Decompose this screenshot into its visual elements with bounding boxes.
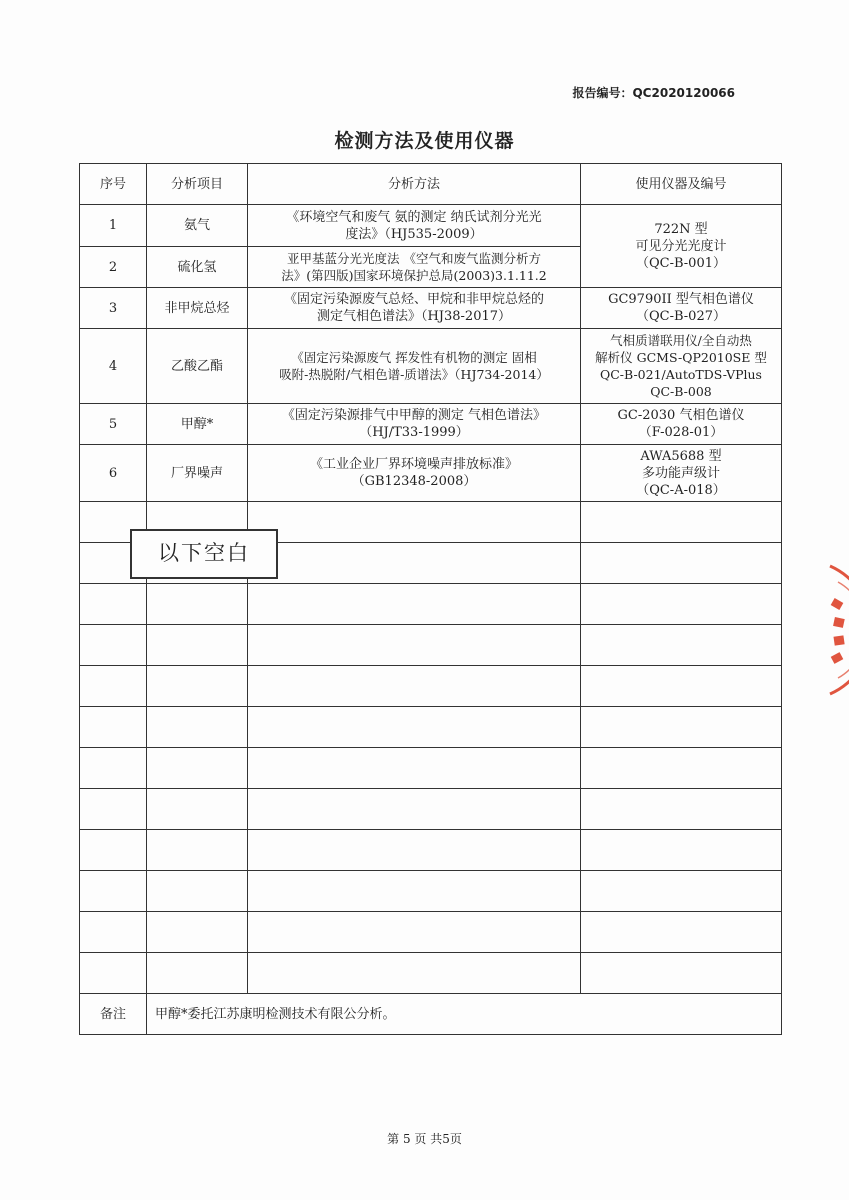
row-method: 《固定污染源排气中甲醇的测定 气相色谱法》 （HJ/T33-1999） (248, 404, 581, 445)
header-instrument: 使用仪器及编号 (581, 164, 782, 205)
remark-row (80, 994, 782, 1035)
row-item: 硫化氢 (147, 247, 248, 288)
row-item: 氨气 (147, 205, 248, 247)
row-instrument: 722N 型 可见分光光度计 （QC-B-001） (581, 205, 782, 288)
row-method: 《环境空气和废气 氨的测定 纳氏试剂分光光 度法》（HJ535-2009） (248, 205, 581, 247)
row-no: 5 (80, 404, 147, 445)
table-row (80, 205, 782, 247)
row-method: 《固定污染源废气总烃、甲烷和非甲烷总烃的 测定气相色谱法》（HJ38-2017） (248, 288, 581, 329)
remark-text: 甲醇*委托江苏康明检测技术有限公分析。 (147, 994, 782, 1035)
row-no: 2 (80, 247, 147, 288)
header-item: 分析项目 (147, 164, 248, 205)
row-no: 1 (80, 205, 147, 247)
blank-row (80, 789, 782, 830)
page-title: 检测方法及使用仪器 (334, 130, 515, 152)
remark-label: 备注 (80, 994, 147, 1035)
row-item: 非甲烷总烃 (147, 288, 248, 329)
methods-table (79, 163, 782, 1035)
row-no: 3 (80, 288, 147, 329)
row-item: 厂界噪声 (147, 445, 248, 502)
blank-row (80, 666, 782, 707)
blank-row (80, 912, 782, 953)
header-method: 分析方法 (248, 164, 581, 205)
row-no: 6 (80, 445, 147, 502)
blank-row (80, 748, 782, 789)
blank-row (80, 707, 782, 748)
table-row (80, 288, 782, 329)
table-row (80, 445, 782, 502)
blank-row (80, 830, 782, 871)
row-item: 甲醇* (147, 404, 248, 445)
seal-icon (818, 560, 849, 700)
table-row (80, 404, 782, 445)
report-number: 报告编号：QC2020120066 (572, 86, 735, 100)
row-instrument: AWA5688 型 多功能声级计 （QC-A-018） (581, 445, 782, 502)
page-footer: 第 5 页 共5页 (387, 1132, 462, 1146)
row-instrument: GC9790II 型气相色谱仪 （QC-B-027） (581, 288, 782, 329)
blank-row (80, 625, 782, 666)
row-method: 亚甲基蓝分光光度法 《空气和废气监测分析方 法》(第四版)国家环境保护总局(2003)3.1.11.2 (248, 247, 581, 288)
row-instrument: 气相质谱联用仪/全自动热 解析仪 GCMS-QP2010SE 型 QC-B-021/AutoTDS-VPlus QC-B-008 (581, 329, 782, 404)
row-item: 乙酸乙酯 (147, 329, 248, 404)
table-header-row (80, 164, 782, 205)
blank-below-stamp: 以下空白 (130, 529, 278, 579)
table-row (80, 329, 782, 404)
row-method: 《固定污染源废气 挥发性有机物的测定 固相 吸附-热脱附/气相色谱-质谱法》（HJ734-2014） (248, 329, 581, 404)
row-instrument: GC-2030 气相色谱仪 （F-028-01） (581, 404, 782, 445)
blank-row (80, 584, 782, 625)
blank-row (80, 871, 782, 912)
row-no: 4 (80, 329, 147, 404)
row-method: 《工业企业厂界环境噪声排放标准》 （GB12348-2008） (248, 445, 581, 502)
header-no: 序号 (80, 164, 147, 205)
blank-row (80, 953, 782, 994)
